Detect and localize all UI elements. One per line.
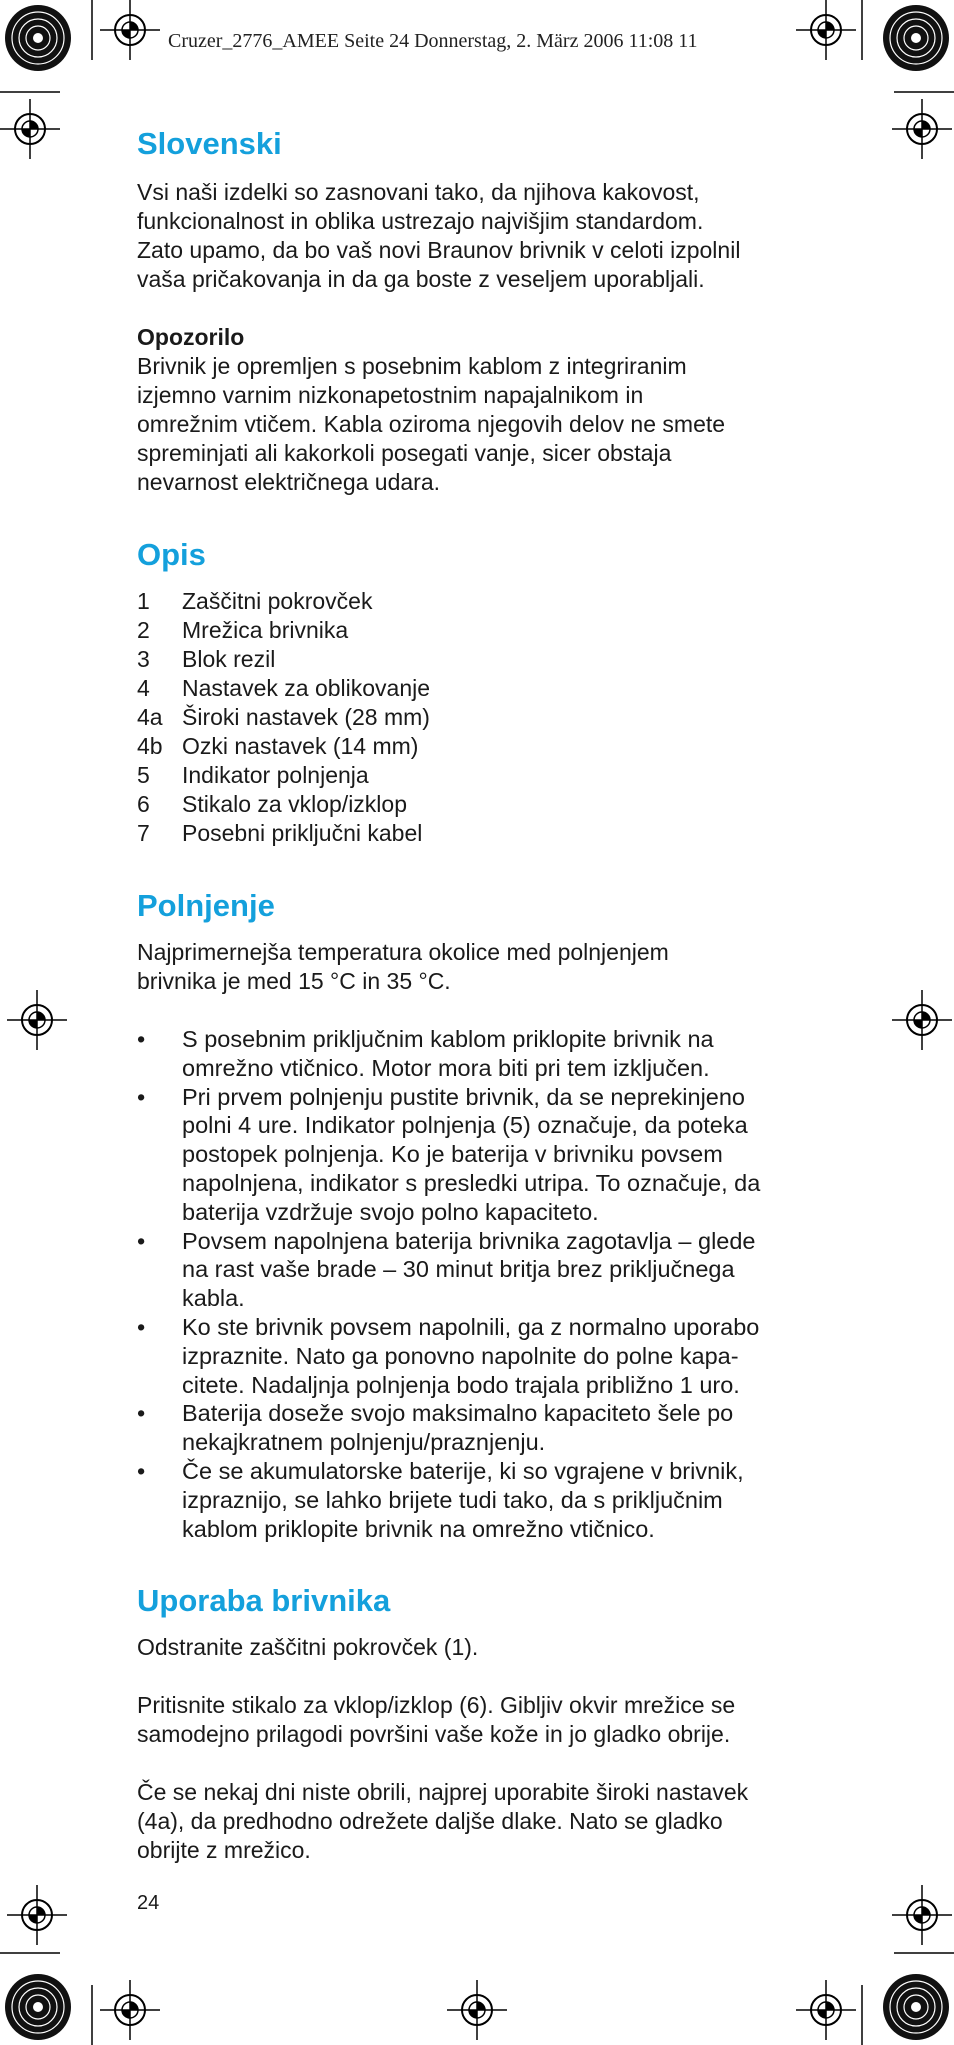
bullet-text [182,1083,760,1227]
bullet-item [137,1025,837,1083]
text-line: (4a), da predhodno odrežete daljše dlake. Nato se gladko [137,1808,723,1835]
text-line: Če se nekaj dni niste obrili, najprej uporabite široki nastavek [137,1779,749,1806]
item-number: 6 [137,791,150,817]
parts-list [137,587,837,848]
list-item [137,703,837,732]
registration-mark-right-middle [892,990,952,1050]
page-content [137,124,837,1865]
item-label: Stikalo za vklop/izklop [182,791,407,817]
item-label: Nastavek za oblikovanje [182,675,431,701]
text-line: kablom priklopite brivnik na omrežno vtičnico. [182,1515,655,1542]
text-line: Vsi naši izdelki so zasnovani tako, da njihova kakovost, [137,179,700,205]
item-number: 1 [137,588,150,614]
text-line: S posebnim priključnim kablom priklopite brivnik na [182,1026,714,1052]
text-line: vaša pričakovanja in da ga boste z veseljem uporabljali. [137,266,705,292]
item-label: Ozki nastavek (14 mm) [182,733,419,759]
bullet-icon: • [137,1400,146,1427]
bullet-item [137,1227,837,1313]
bullet-text [182,1457,744,1543]
bullet-text [182,1399,733,1457]
text-line: izjemno varnim nizkonapetostnim napajalnikom in [137,382,644,408]
registration-mark-left-top [0,99,60,159]
list-item [137,674,837,703]
text-line: Če se akumulatorske baterije, ki so vgrajene v brivnik, [182,1457,744,1484]
list-item [137,616,837,645]
list-item [137,645,837,674]
bullet-item [137,1399,837,1457]
list-item [137,761,837,790]
registration-mark-bottom-right [796,1980,856,2040]
registration-mark-top-left [100,0,160,60]
bullet-text [182,1313,759,1399]
registration-mark-left-bottom [7,1885,67,1945]
warning-heading: Opozorilo [137,324,245,350]
bullet-icon: • [137,1457,146,1484]
usage-paragraph [137,1778,837,1865]
text-line: Pritisnite stikalo za vklop/izklop (6). Gibljiv okvir mrežice se [137,1692,736,1719]
text-line: napolnjena, indikator s presledki utripa. To označuje, da [182,1169,761,1196]
item-label: Blok rezil [182,646,276,672]
text-line: na rast vaše brade – 30 minut britja brez priključnega [182,1256,735,1283]
warning-paragraph [137,352,837,497]
text-line: omrežnim vtičem. Kabla oziroma njegovih delov ne smete [137,411,726,437]
text-line: spreminjati ali kakorkoli posegati vanje, sicer obstaja [137,440,672,466]
text-line: izpraznijo, se lahko brijete tudi tako, da s priključnim [182,1486,723,1513]
item-label: Posebni priključni kabel [182,820,423,846]
bullet-text [182,1227,756,1313]
item-number: 4 [137,675,150,701]
text-line: funkcionalnost in oblika ustrezajo najvišjim standardom. [137,208,704,234]
list-item [137,819,837,848]
text-line: baterija vzdržuje svojo polno kapaciteto. [182,1198,599,1225]
text-line: Pri prvem polnjenju pustite brivnik, da se neprekinjeno [182,1083,746,1110]
item-number: 3 [137,646,150,672]
registration-mark-bottom-left [100,1980,160,2040]
registration-mark-left-middle [7,990,67,1050]
text-line: kabla. [182,1285,245,1312]
bullet-icon: • [137,1026,146,1052]
item-number: 4a [137,704,163,730]
list-item [137,732,837,761]
text-line: izpraznite. Nato ga ponovno napolnite do polne kapa- [182,1342,739,1369]
text-line: obrijte z mrežico. [137,1837,311,1864]
text-line: Baterija doseže svojo maksimalno kapaciteto šele po [182,1400,734,1427]
bullet-text [182,1025,714,1083]
text-line: samodejno prilagodi površini vaše kože in jo gladko obrije. [137,1721,731,1748]
text-line: Povsem napolnjena baterija brivnika zagotavlja – glede [182,1227,756,1254]
item-label: Široki nastavek (28 mm) [182,704,430,730]
text-line: Odstranite zaščitni pokrovček (1). [137,1634,479,1661]
list-item [137,790,837,819]
text-line: Ko ste brivnik povsem napolnili, ga z normalno uporabo [182,1313,760,1340]
usage-paragraph [137,1691,837,1749]
item-label: Indikator polnjenja [182,762,369,788]
star-target-bottom-right [883,1974,949,2040]
bullet-icon: • [137,1083,146,1110]
item-label: Mrežica brivnika [182,617,349,643]
item-number: 5 [137,762,150,788]
text-line: nekajkratnem polnjenju/praznjenju. [182,1429,546,1456]
section-title-opis: Opis [137,537,206,572]
text-line: brivnika je med 15 °C in 35 °C. [137,968,451,994]
star-target-top-left [5,5,71,71]
text-line: Brivnik je opremljen s posebnim kablom z integriranim [137,353,687,379]
text-line: polni 4 ure. Indikator polnjenja (5) označuje, da poteka [182,1112,748,1139]
bullet-icon: • [137,1313,146,1340]
section-title-polnjenje: Polnjenje [137,888,275,923]
bullet-item [137,1313,837,1399]
text-line: Najprimernejša temperatura okolice med polnjenjem [137,939,669,965]
registration-mark-bottom-center [447,1980,507,2040]
text-line: Zato upamo, da bo vaš novi Braunov brivnik v celoti izpolnil [137,237,741,263]
intro-paragraph [137,178,837,294]
charging-intro [137,938,837,996]
bullet-icon: • [137,1227,146,1254]
section-title-slovenski: Slovenski [137,126,282,161]
registration-mark-right-bottom [892,1885,952,1945]
list-item [137,587,837,616]
text-line: nevarnost električnega udara. [137,469,441,495]
text-line: citete. Nadaljnja polnjenja bodo trajala približno 1 uro. [182,1371,740,1398]
bullet-item [137,1457,837,1543]
text-line: omrežno vtičnico. Motor mora biti pri tem izključen. [182,1054,710,1081]
item-number: 7 [137,820,150,846]
usage-paragraph [137,1633,837,1662]
item-label: Zaščitni pokrovček [182,588,373,614]
charging-bullets [137,1025,837,1543]
text-line: postopek polnjenja. Ko je baterija v brivniku povsem [182,1141,723,1168]
registration-mark-right-top [892,99,952,159]
star-target-bottom-left [5,1974,71,2040]
bullet-item [137,1083,837,1227]
section-title-uporaba: Uporaba brivnika [137,1583,391,1619]
star-target-top-right [883,5,949,71]
item-number: 4b [137,733,163,759]
item-number: 2 [137,617,150,643]
page-number: 24 [137,1892,160,1914]
print-header: Cruzer_2776_AMEE Seite 24 Donnerstag, 2. März 2006 11:08 11 [168,30,698,52]
